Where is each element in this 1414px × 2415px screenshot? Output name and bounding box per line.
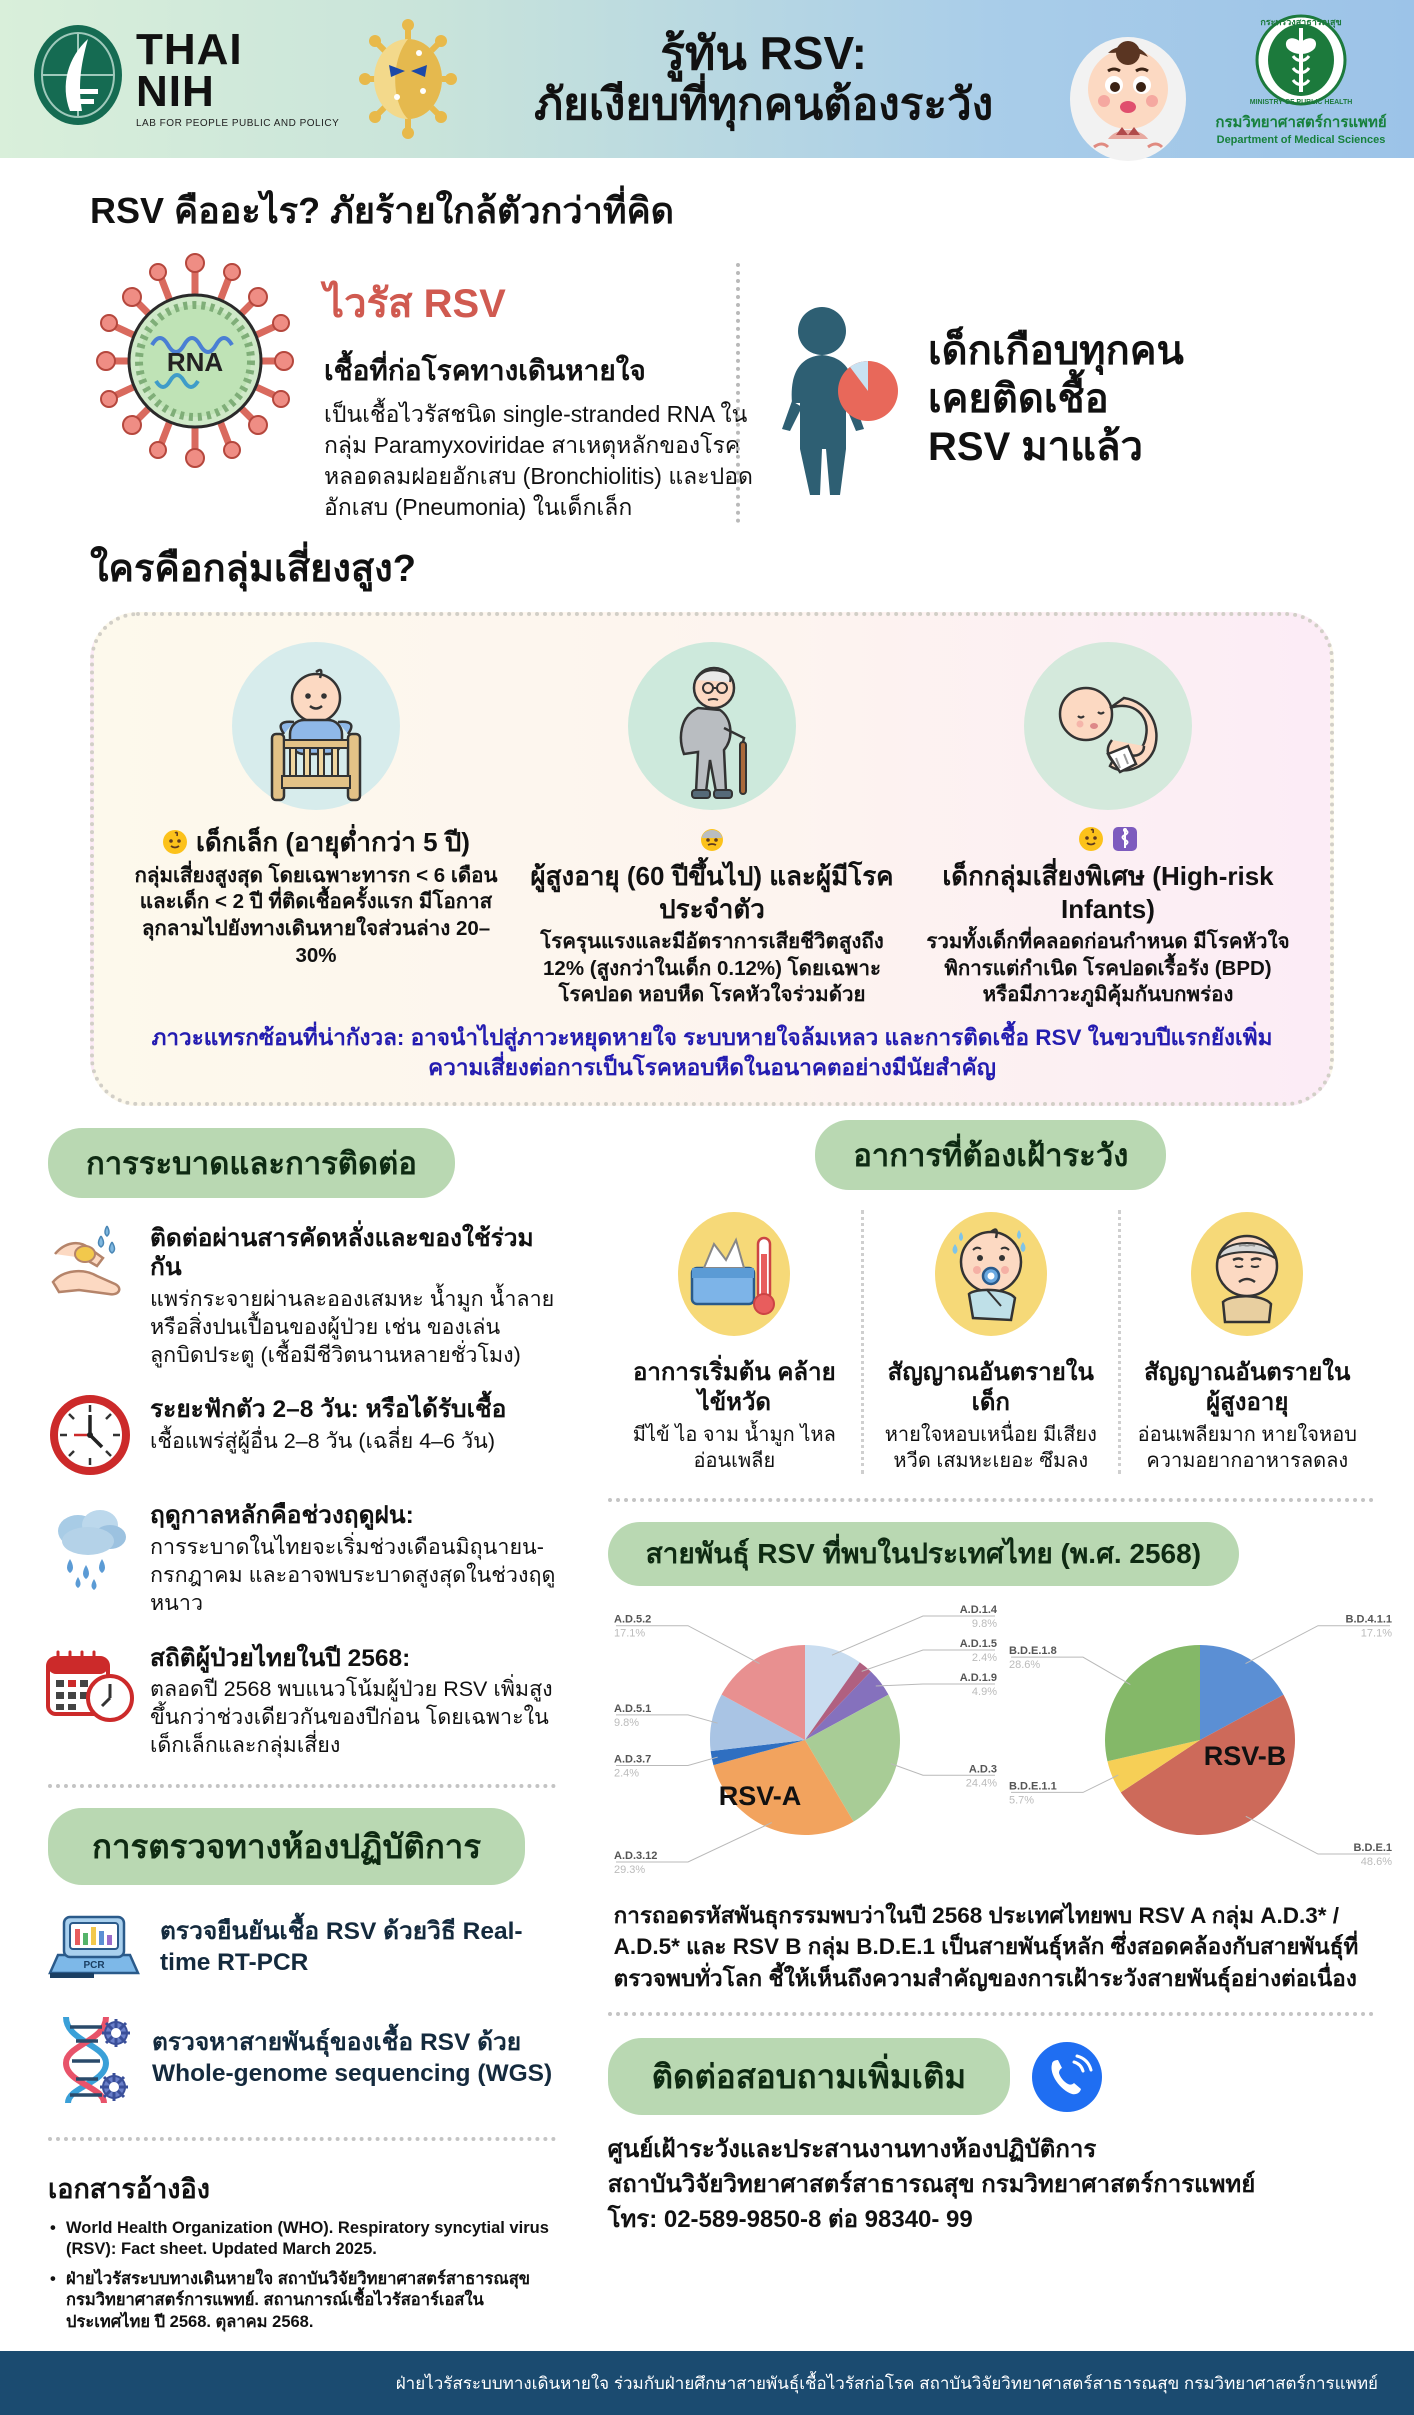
risk-group-highrisk-infants xyxy=(910,642,1306,1009)
symptom-child-danger xyxy=(861,1210,1117,1474)
contact-info xyxy=(608,2133,1374,2237)
pie-value: 24.4% xyxy=(965,1777,997,1790)
contact-line1: ศูนย์เฝ้าระวังและประสานงานทางห้องปฏิบัติการ xyxy=(607,2136,1097,2164)
reference-item: • World Health Organization (WHO). Respiratory syncytial virus (RSV): Fact sheet. Updated March 2025. xyxy=(48,2218,556,2261)
moph-name-eng: Department of Medical Sciences xyxy=(1216,134,1386,146)
pie-value: 29.3% xyxy=(613,1863,645,1876)
pie-value: 4.9% xyxy=(971,1685,997,1698)
baby-in-crib-icon xyxy=(232,642,400,810)
svg-text:PCR: PCR xyxy=(83,1959,105,1971)
contact-section xyxy=(608,2038,1374,2115)
dna-icon xyxy=(48,2011,132,2107)
symptom-title: อาการเริ่มต้น คล้ายไข้หวัด xyxy=(632,1358,836,1416)
phone-icon xyxy=(1030,2040,1104,2114)
risk-groups-heading: ใครคือกลุ่มเสี่ยงสูง? xyxy=(90,548,416,591)
references-section xyxy=(48,2167,556,2333)
virus-description: เป็นเชื้อไวรัสชนิด single-stranded RNA ในกลุ่ม Paramyxoviridae สาเหตุหลักของโรคหลอดลมฝอยอักเสบ (Bronchiolitis) และปอดอักเสบ (Pneumonia) ในเด็กเล็ก xyxy=(324,401,753,521)
page-title-line1: รู้ทัน RSV: xyxy=(660,27,867,80)
elderly-man-icon xyxy=(628,642,796,810)
transmission-item-secretions xyxy=(48,1224,556,1370)
reference-item: • ฝ่ายไวรัสระบบทางเดินหายใจ สถาบันวิจัยวิทยาศาสตร์สาธารณสุข กรมวิทยาศาสตร์การแพทย์. สถานการณ์เชื้อไวรัสอาร์เอสในประเทศไทย ปี 2568. ตุลาคม 2568. xyxy=(48,2269,556,2333)
rain-cloud-icon xyxy=(48,1501,132,1589)
worried-baby-icon xyxy=(1064,27,1192,165)
what-is-rsv-section xyxy=(0,158,1414,533)
pie-label: A.D.5.2 xyxy=(613,1613,651,1626)
pie-label: B.D.E.1.8 xyxy=(1008,1645,1057,1658)
fact-line3: RSV มาแล้ว xyxy=(928,425,1143,469)
strain-pie-charts xyxy=(608,1592,1392,1892)
pie-label: B.D.4.1.1 xyxy=(1345,1613,1392,1626)
transmission-item-desc: ตลอดปี 2568 พบแนวโน้มผู้ป่วย RSV เพิ่มสูงขึ้นกว่าช่วงเดียวกันของปีก่อน โดยเฉพาะในเด็กเล็กและกลุ่มเสี่ยง xyxy=(150,1677,553,1757)
complication-note: ภาวะแทรกซ้อนที่น่ากังวล: อาจนำไปสู่ภาวะหยุดหายใจ ระบบหายใจล้มเหลว และการติดเชื้อ RSV ในขวบปีแรกยังเพิ่มความเสี่ยงต่อการเป็นโรคหอบหืดในอนาคตอย่างมีนัยสำคัญ xyxy=(151,1025,1273,1081)
symptom-title: สัญญาณอันตรายใน ผู้สูงอายุ xyxy=(1144,1358,1351,1416)
transmission-item-statistics xyxy=(48,1644,556,1760)
thai-nih-logo-icon xyxy=(30,23,126,135)
pie-label: A.D.1.5 xyxy=(959,1637,997,1650)
calendar-icon xyxy=(44,1644,136,1728)
lab-item-wgs xyxy=(48,2011,556,2107)
dotted-divider xyxy=(48,1784,556,1788)
symptom-title: สัญญาณอันตรายในเด็ก xyxy=(887,1358,1094,1416)
transmission-item-incubation xyxy=(48,1395,556,1475)
virus-subtitle: เชื้อที่ก่อโรคทางเดินหายใจ xyxy=(324,355,646,386)
infection-fact-text xyxy=(928,327,1184,471)
transmission-heading: การระบาดและการติดต่อ xyxy=(48,1128,455,1198)
footer-text: ฝ่ายไวรัสระบบทางเดินหายใจ ร่วมกับฝ่ายศึกษาสายพันธุ์เชื้อไวรัสก่อโรค สถาบันวิจัยวิทยาศาสตร์สาธารณสุข กรมวิทยาศาสตร์การแพทย์ xyxy=(395,2373,1378,2393)
moph-logo xyxy=(1206,12,1396,146)
baby-emoji-icon xyxy=(1078,826,1104,852)
moph-ring-thai-text: กระทรวงสาธารณสุข xyxy=(1260,17,1342,27)
risk-group-infants-title: เด็กเล็ก (อายุต่ำกว่า 5 ปี) xyxy=(162,826,470,859)
virus-core-label: RNA xyxy=(166,347,224,377)
strains-heading: สายพันธุ์ RSV ที่พบในประเทศไทย (พ.ศ. 2568) xyxy=(608,1522,1239,1586)
dotted-divider xyxy=(608,2012,1374,2016)
rsv-virus-illustration-icon xyxy=(90,253,300,468)
thai-nih-logo xyxy=(30,23,339,135)
pcr-machine-icon xyxy=(48,1911,140,1985)
thai-nih-line2: NIH xyxy=(136,67,215,117)
pie-value: 17.1% xyxy=(1360,1627,1392,1640)
contact-line2: สถาบันวิจัยวิทยาศาสตร์สาธารณสุข กรมวิทยาศาสตร์การแพทย์ xyxy=(607,2171,1256,2199)
pie-value: 9.8% xyxy=(971,1617,997,1630)
transmission-item-title: ระยะฟักตัว 2–8 วัน: หรือได้รับเชื้อ xyxy=(150,1396,507,1424)
right-column xyxy=(582,1120,1392,2341)
thai-nih-subtitle: LAB FOR PEOPLE PUBLIC AND POLICY xyxy=(136,118,340,130)
header xyxy=(0,0,1414,158)
risk-group-elderly-title: ผู้สูงอายุ (60 ปีขึ้นไป) และผู้มีโรคประจำตัว xyxy=(528,826,896,925)
pie-label: B.D.E.1 xyxy=(1353,1841,1392,1854)
risk-group-elderly-desc: โรครุนแรงและมีอัตราการเสียชีวิตสูงถึง 12% (สูงกว่าในเด็ก 0.12%) โดยเฉพาะโรคปอด หอบหืด โรคหัวใจร่วมด้วย xyxy=(540,930,884,1007)
moph-logo-icon xyxy=(1249,12,1353,108)
thai-nih-wordmark xyxy=(136,25,340,130)
baby-emoji-icon xyxy=(162,829,188,855)
lab-item-rtpcr xyxy=(48,1911,556,1985)
thai-nih-line1: THAI xyxy=(136,25,243,75)
contact-line3: โทร: 02-589-9850-8 ต่อ 98340- 99 xyxy=(607,2205,973,2233)
contact-heading: ติดต่อสอบถามเพิ่มเติม xyxy=(608,2038,1011,2115)
clock-icon xyxy=(50,1395,130,1475)
rsv-a-pie-chart xyxy=(608,1592,1003,1892)
medical-symbol-icon xyxy=(1112,826,1138,852)
fact-line2: เคยติดเชื้อ xyxy=(928,377,1109,421)
pie-value: 2.4% xyxy=(613,1767,639,1780)
transmission-item-desc: แพร่กระจายผ่านละอองเสมหะ น้ำมูก น้ำลาย หรือสิ่งปนเปื้อนของผู้ป่วย เช่น ของเล่น ลูกบิดประตู (เชื้อมีชีวิตนานหลายชั่วโมง) xyxy=(150,1286,555,1367)
symptoms-columns xyxy=(608,1210,1374,1474)
risk-group-highrisk-title: เด็กกลุ่มเสี่ยงพิเศษ (High-risk Infants) xyxy=(924,826,1292,925)
symptom-elderly-danger xyxy=(1118,1210,1374,1474)
pie-value: 5.7% xyxy=(1008,1794,1034,1807)
grandma-emoji-icon xyxy=(699,826,725,852)
transmission-item-desc: เชื้อแพร่สู่ผู้อื่น 2–8 วัน (เฉลี่ย 4–6 วัน) xyxy=(150,1428,495,1453)
vertical-dotted-divider xyxy=(736,263,740,523)
moph-name-thai: กรมวิทยาศาสตร์การแพทย์ xyxy=(1215,114,1387,131)
pie-value: 9.8% xyxy=(613,1716,639,1729)
pie-label: B.D.E.1.1 xyxy=(1008,1780,1057,1793)
pie-value: 2.4% xyxy=(971,1651,997,1664)
pie-value: 17.1% xyxy=(613,1627,645,1640)
tissue-thermometer-icon xyxy=(670,1210,798,1338)
lab-item-text: ตรวจยืนยันเชื้อ RSV ด้วยวิธี Real-time RT-PCR xyxy=(160,1918,523,1976)
footer-bar xyxy=(0,2351,1414,2415)
pie-label: A.D.5.1 xyxy=(613,1702,651,1715)
pie-label: A.D.1.9 xyxy=(959,1671,997,1684)
pie-label: A.D.3 xyxy=(968,1763,997,1776)
premature-infant-icon xyxy=(1024,642,1192,810)
symptom-desc: มีไข้ ไอ จาม น้ำมูก ไหล อ่อนเพลีย xyxy=(632,1423,836,1472)
symptom-early xyxy=(608,1210,861,1474)
child-silhouette-icon xyxy=(760,299,910,499)
fact-line1: เด็กเกือบทุกคน xyxy=(928,329,1184,373)
symptoms-heading: อาการที่ต้องเฝ้าระวัง xyxy=(815,1120,1166,1190)
strain-summary-text: การถอดรหัสพันธุกรรมพบว่าในปี 2568 ประเทศไทยพบ RSV A กลุ่ม A.D.3* / A.D.5* และ RSV B กลุ่ม B.D.E.1 เป็นสายพันธุ์หลัก ซึ่งสอดคล้องกับสายพันธุ์ที่ตรวจพบทั่วโลก ชี้ให้เห็นถึงความสำคัญของการเฝ้าระวังสายพันธุ์อย่างต่อเนื่อง xyxy=(613,1902,1359,1991)
angry-virus-icon xyxy=(353,19,463,139)
pie-value: 48.6% xyxy=(1360,1855,1392,1868)
rsv-b-pie-chart xyxy=(1003,1592,1398,1892)
transmission-item-title: ติดต่อผ่านสารคัดหลั่งและของใช้ร่วมกัน xyxy=(150,1224,534,1282)
risk-group-infants-desc: กลุ่มเสี่ยงสูงสุด โดยเฉพาะทารก < 6 เดือน และเด็ก < 2 ปี ที่ติดเชื้อครั้งแรก มีโอกาสลุกลามไปยังทางเดินหายใจส่วนล่าง 20–30% xyxy=(134,863,498,967)
page-title xyxy=(477,27,1050,130)
lab-testing-heading: การตรวจทางห้องปฏิบัติการ xyxy=(48,1808,525,1885)
page-title-line2: ภัยเงียบที่ทุกคนต้องระวัง xyxy=(534,80,994,130)
risk-group-infants xyxy=(118,642,514,1009)
dotted-divider xyxy=(48,2137,556,2141)
symptom-desc: อ่อนเพลียมาก หายใจหอบ ความอยากอาหารลดลง xyxy=(1137,1423,1357,1472)
risk-groups-section xyxy=(0,533,1414,1106)
left-column xyxy=(24,1120,582,2341)
sick-baby-icon xyxy=(927,1210,1055,1338)
virus-title: ไวรัส RSV xyxy=(324,282,506,326)
pie-value: 28.6% xyxy=(1008,1659,1040,1672)
hand-washing-icon xyxy=(49,1224,131,1302)
references-heading: เอกสารอ้างอิง xyxy=(48,2173,210,2204)
pie-label: A.D.3.7 xyxy=(613,1753,651,1766)
infection-fact-block xyxy=(760,253,1184,499)
transmission-item-season xyxy=(48,1501,556,1617)
what-is-rsv-heading: RSV คืออะไร? ภัยร้ายใกล้ตัวกว่าที่คิด xyxy=(90,190,675,231)
pie-label: A.D.3.12 xyxy=(613,1849,658,1862)
transmission-item-title: สถิติผู้ป่วยไทยในปี 2568: xyxy=(150,1644,411,1672)
pie-title: RSV-A xyxy=(718,1780,801,1811)
symptom-desc: หายใจหอบเหนื่อย มีเสียงหวีด เสมหะเยอะ ซึมลง xyxy=(884,1423,1097,1472)
transmission-item-desc: การระบาดในไทยจะเริ่มช่วงเดือนมิถุนายน-กรกฎาคม และอาจพบระบาดสูงสุดในช่วงฤดูหนาว xyxy=(150,1534,556,1615)
risk-groups-box xyxy=(90,612,1334,1106)
risk-group-highrisk-desc: รวมทั้งเด็กที่คลอดก่อนกำหนด มีโรคหัวใจพิการแต่กำเนิด โรคปอดเรื้อรัง (BPD) หรือมีภาวะภูมิคุ้มกันบกพร่อง xyxy=(926,930,1290,1007)
lab-item-text: ตรวจหาสายพันธุ์ของเชื้อ RSV ด้วย Whole-genome sequencing (WGS) xyxy=(152,2029,553,2087)
transmission-item-title: ฤดูกาลหลักคือช่วงฤดูฝน: xyxy=(150,1502,414,1530)
risk-group-elderly xyxy=(514,642,910,1009)
sick-elderly-icon xyxy=(1183,1210,1311,1338)
moph-ring-eng-text: MINISTRY OF PUBLIC HEALTH xyxy=(1249,99,1353,106)
dotted-divider xyxy=(608,1498,1374,1502)
pie-label: A.D.1.4 xyxy=(959,1603,997,1616)
pie-title: RSV-B xyxy=(1203,1740,1286,1771)
